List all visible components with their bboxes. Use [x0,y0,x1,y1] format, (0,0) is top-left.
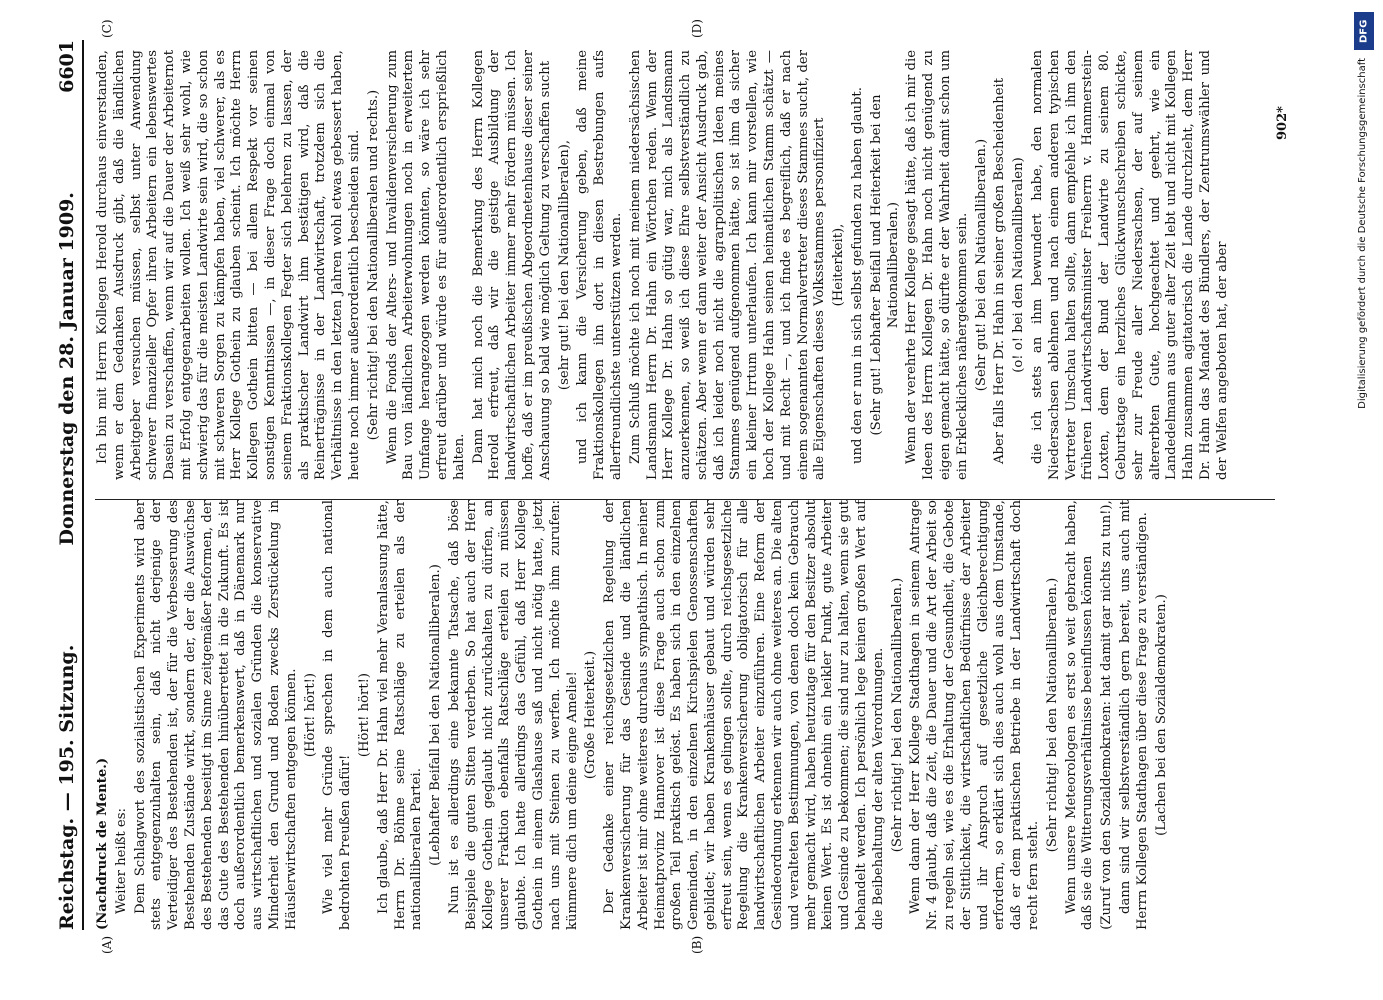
signature-mark: 902* [1275,106,1290,140]
paragraph: Wenn der verehrte Herr Kollege gesagt hätte, daß ich mir die Ideen des Herrn Kollegen Dr. Hahn noch nicht genügend zu eigen gemacht hätte, so dürfte er der Wahrheit damit schon um ein Erkleckliches nähergekommen sein. [904,50,970,480]
paragraph: dann sind wir selbstverständlich gern bereit, uns auch mit Herrn Kollegen Stadthagen über diese Frage zu verständigen. [1118,500,1150,930]
paragraph: (Lebhafter Beifall bei den Nationalliberalen.) [428,564,444,866]
paragraph: (o! o! bei den Nationalliberalen) [1011,157,1027,373]
paragraph: (Lachen bei den Sozialdemokraten.) [1153,594,1169,836]
column-divider [95,499,1275,500]
margin-mark-d: (D) [690,19,704,38]
dfg-logo: DFG [1354,12,1374,50]
paragraph: Wie viel mehr Gründe sprechen in dem auch national bedrohten Preußen dafür! [321,500,354,930]
paragraph: Weiter heißt es: [113,808,129,914]
paragraph: (Sehr richtig! bei den Nationalliberalen und rechts.) [365,89,381,441]
paragraph: (Heiterkeit), [831,223,847,307]
header-date: Donnerstag den 28. Januar 1909. [56,192,78,546]
paragraph: Dem Schlagwort des sozialistischen Experiments wird aber stets entgegenzuhalten sein, daß nicht derjenige der Verteidiger des Bestehenden ist, der für die Verbesserung des Bestehenden Zustände wirkt, sondern der, der die Auswüchse des Bestehenden beseitigt im Sinne zeitgemäßer Reformen, der das Gute des Bestehenden hinüberrettet in die Zukunft. Es ist doch außerordentlich bemerkenswert, daß in Dänemark nur aus wirtschaftlichen und sozialen Gründen die konservative Minderheit den Grund und Boden zwecks Zerstückelung in Häuslerwirtschaften entgegen können. [132,500,299,930]
margin-mark-b: (B) [690,935,704,954]
paragraph: Ich glaube, daß Herr Dr. Hahn viel mehr Veranlassung hätte, Herrn Dr. Böhme seine Ratschläge zu erteilen als der nationalliberalen Partei. [375,500,425,930]
header-left: Reichstag. — 195. Sitzung. [56,644,78,930]
paragraph: (Hört! hört!) [356,672,372,758]
margin-mark-c: (C) [100,19,114,38]
page-number: 6601 [56,40,78,93]
dfg-sidebar [1353,6,1375,986]
page-header [38,40,84,930]
paragraph: Ich bin mit Herrn Kollegen Herold durchaus einverstanden, wenn er dem Gedanken Ausdruck gibt, daß die ländlichen Arbeitgeber versuchen müssen, selbst unter Anwendung schwerer finanzieller Opfer ihren Arbeitern ein lebenswertes Dasein zu verschaffen, wenn wir auf die Dauer der Arbeiternot mit Erfolg entgegenarbeiten wollen. Ich weiß sehr wohl, wie schwierig das für die meisten Landwirte sein wird, die so schon mit schweren Sorgen zu kämpfen haben, viel schwerer, als es Herr Kollege Gothein zu glauben scheint. Ich möchte Herrn Kollegen Gothein bitten — bei allem Respekt vor seinen sonstigen Kenntnissen —, in dieser Frage doch einmal von seinem Fraktionskollegen Fegter sich belehren zu lassen, der als praktischer Landwirt ihm bestätigen wird, daß die Reinerträgnisse in der Landwirtschaft, trotzdem sich die Verhältnisse in den letzten Jahren wohl etwas gebessert haben, heute noch immer außerordentlich bescheiden sind. [95,50,362,480]
paragraph: die ich stets an ihm bewundert habe, den normalen Niedersachsen ablehnen und nach einem anderen typischen Vertreter Umschau halten sollte, dann empfehle ich ihm den früheren Landwirtschaftsminister Freiherrn v. Hammerstein-Loxten, dem der Bund der Landwirte zu seinem 80. Geburtstage ein herzliches Glückwunschschreiben schickte, sehr zur Freude aller Niedersachsen, der auf seinem altererbten Gute, hochgeachtet und geehrt, wie ein Landedelmann aus guter alter Zeit lebt und nicht mit Kollegen Hahn zusammen agitatorisch die Lande durchzieht, dem Herr Dr. Hahn das Mandat des Bündlers, der Zentrumswähler und der Welfen angeboten hat, der aber [1030,50,1230,480]
paragraph: Zum Schluß möchte ich noch mit meinem niedersächsischen Landsmann Herrn Dr. Hahn ein Wörtchen reden. Wenn der Herr Kollege Dr. Hahn so gütig war, mich als Landsmann anzuerkennen, so weiß ich diese Ehre selbstverständlich zu schätzen. Aber wenn er dann weiter der Ansicht Ausdruck gab, daß ich leider noch nicht die agrarpolitischen Ideen meines Stammes genügend aufgenommen hätte, so ist ihm da sicher ein kleiner Irrtum unterlaufen. Ich kann mir vorstellen, wie hoch der Kollege Hahn seinen heimatlichen Stamm schätzt — und mit Recht —, und ich finde es begreiflich, daß er nach einem sogenannten Normalvertreter dieses Stammes sucht, der alle Eigenschaften dieses Volksstammes personifiziert [627,50,828,480]
paragraph: (Hört! hört!) [302,672,318,758]
dfg-credit: Digitalisierung gefördert durch die Deutsche Forschungsgemeinschaft [1357,58,1368,409]
paragraph: Wenn die Fonds der Alters- und Invalidenversicherung zum Bau von ländlichen Arbeiterwohnungen noch in erweitertem Umfange herangezogen werden könnten, so wäre ich sehr erfreut darüber und würde es für außerordentlich ersprießlich halten. [384,50,467,480]
paragraph: (sehr gut! bei den Nationalliberalen), [556,139,572,391]
paragraph: (Sehr richtig! bei den Nationalliberalen.) [889,577,905,853]
paragraph: (Nachdruck de Mente.) [95,757,110,930]
paragraph: (Zuruf von den Sozialdemokraten: hat damit gar nichts zu tun!), [1099,500,1115,930]
paragraph: Aber falls Herr Dr. Hahn in seiner großen Bescheidenheit [992,77,1008,464]
paragraph: Wenn dann der Herr Kollege Stadthagen in seinem Antrage Nr. 4 glaubt, daß die Zeit, die Dauer und die Art der Arbeit so zu regeln sei, wie es die Erhaltung der Gesundheit, die Gebote der Sittlichkeit, die wirtschaftlichen Bedürfnisse der Arbeiter und ihr Anspruch auf gesetzliche Gleichberechtigung erfordern, so erklärt sich dies auch wohl aus dem Umstande, daß er dem praktischen Betriebe in der Landwirtschaft doch recht fern steht. [908,500,1042,930]
left-column [95,500,1172,930]
right-column [95,50,1234,480]
paragraph: (Sehr richtig! bei den Nationalliberalen.) [1044,577,1060,853]
paragraph: und den er nun in sich selbst gefunden zu haben glaubt. [850,87,866,464]
paragraph: Wenn unsere Meteorologen es erst so weit gebracht haben, daß sie die Witterungsverhältnisse beeinflussen können [1063,500,1096,930]
margin-mark-a: (A) [100,935,114,954]
paragraph: Nun ist es allerdings eine bekannte Tatsache, daß böse Beispiele die guten Sitten verderben. So hat auch der Herr Kollege Gothein geglaubt nicht zurückhalten zu dürfen, an unserer Fraktion ebenfalls Ratschläge erteilen zu müssen glaubte. Ich hatte allerdings das Gefühl, daß Herr Kollege Gothein in einem Glashause saß und nicht nötig hatte, jetzt nach uns mit Steinen zu werfen. Ich möchte ihm zurufen: kümmere dich um deine eigne Amelie! [446,500,580,930]
paragraph: Dann hat mich noch die Bemerkung des Herrn Kollegen Herold erfreut, daß wir die geistige Ausbildung der landwirtschaftlichen Arbeiter immer mehr fördern müssen. Ich hoffe, daß er im preußischen Abgeordnetenhause dieser seiner Anschauung so bald wie möglich Geltung zu verschaffen sucht [470,50,553,480]
paragraph: (Sehr gut! bei den Nationalliberalen.) [973,138,989,392]
paragraph: Der Gedanke einer reichsgesetzlichen Regelung der Krankenversicherung für das Gesinde und die ländlichen Arbeiter ist mir ohne weiteres durchaus sympathisch. In meiner Heimatprovinz Hannover ist diese Frage auch schon zum großen Teil praktisch gelöst. Es haben sich in den einzelnen Gemeinden, in den einzelnen Kirchspielen Genossenschaften gebildet; wir haben Krankenhäuser gebaut und würden sehr erfreut sein, wenn es gelingen sollte, durch reichsgesetzliche Regelung die Krankenversicherung obligatorisch für alle landwirtschaftlichen Arbeiter einzuführen. Eine Reform der Gesindeordnung erkennen wir auch ohne weiteres an. Die alten und veralteten Bestimmungen, von denen doch kein Gebrauch mehr gemacht wird, haben heutzutage für den Besitzer absolut keinen Wert. Es ist ohnehin ein heikler Punkt, gute Arbeiter und Gesinde zu bekommen; die sind nur zu halten, wenn sie gut behandelt werden. Ich persönlich lege keinen großen Wert auf die Beibehaltung der alten Verordnungen. [602,500,886,930]
paragraph: (Große Heiterkeit.) [583,650,599,780]
paragraph: (Sehr gut! Lebhafter Beifall und Heiterkeit bei den Nationalliberalen.) [868,94,901,436]
paragraph: und ich kann die Versicherung geben, daß meine Fraktionskollegen ihn dort in diesen Bestrebungen aufs allerfreundlichste unterstützen werden. [575,50,624,480]
